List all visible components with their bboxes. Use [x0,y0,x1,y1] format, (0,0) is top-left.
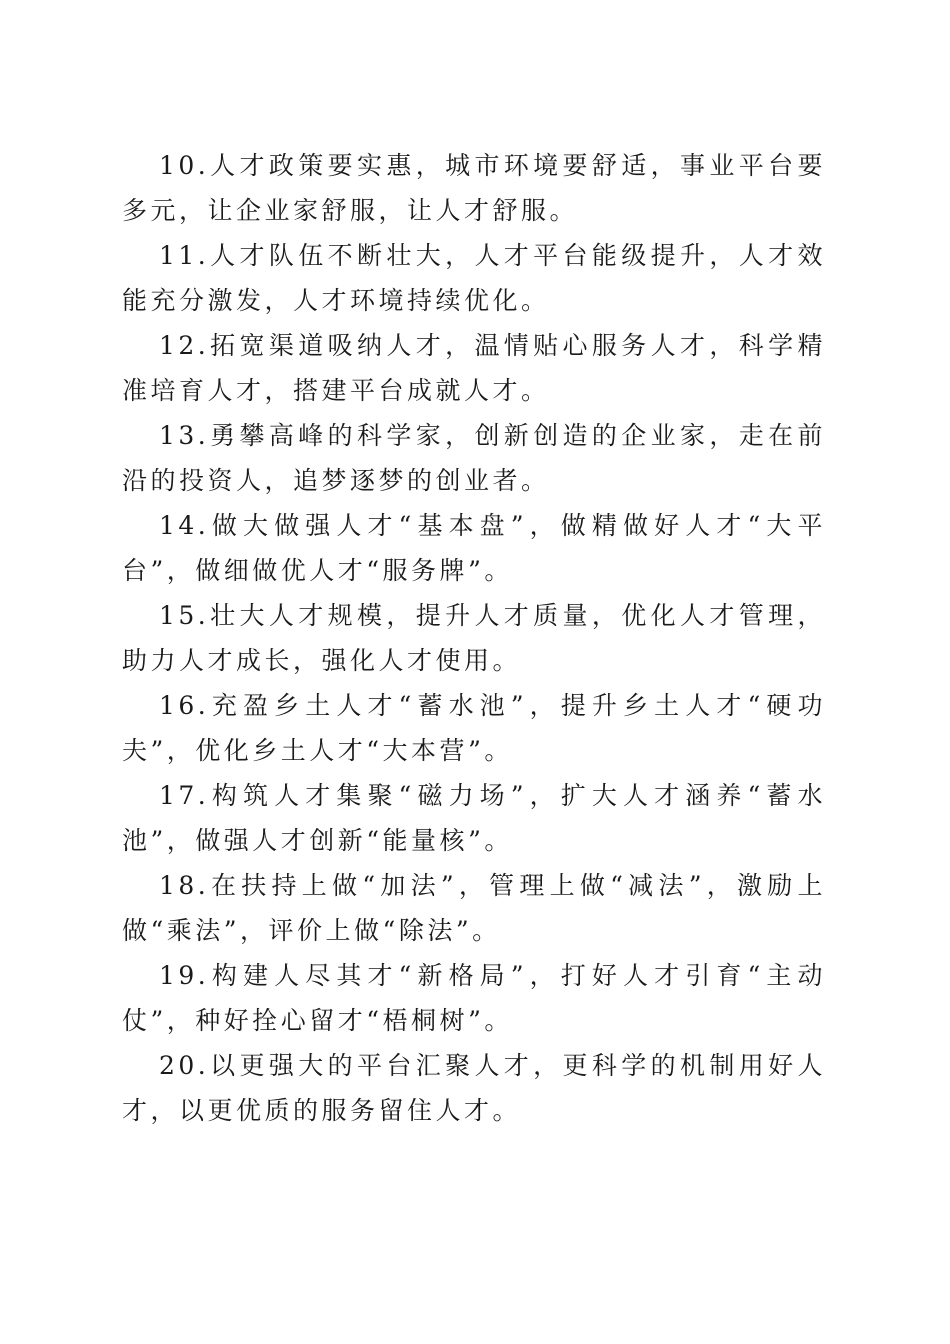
list-item: 17.构筑人才集聚“磁力场”，扩大人才涵养“蓄水池”，做强人才创新“能量核”。 [122,781,826,855]
list-item: 19.构建人尽其才“新格局”，打好人才引育“主动仗”，种好拴心留才“梧桐树”。 [122,961,826,1035]
list-item: 13.勇攀高峰的科学家，创新创造的企业家，走在前沿的投资人，追梦逐梦的创业者。 [122,421,826,495]
list-item: 18.在扶持上做“加法”，管理上做“减法”，激励上做“乘法”，评价上做“除法”。 [122,871,826,945]
list-item: 14.做大做强人才“基本盘”，做精做好人才“大平台”，做细做优人才“服务牌”。 [122,511,826,585]
list-item: 10.人才政策要实惠，城市环境要舒适，事业平台要多元，让企业家舒服，让人才舒服。 [122,151,826,225]
list-item: 11.人才队伍不断壮大，人才平台能级提升，人才效能充分激发，人才环境持续优化。 [122,241,826,315]
list-item: 15.壮大人才规模，提升人才质量，优化人才管理，助力人才成长，强化人才使用。 [122,601,826,675]
list-item: 20.以更强大的平台汇聚人才，更科学的机制用好人才，以更优质的服务留住人才。 [122,1051,826,1125]
list-item: 16.充盈乡土人才“蓄水池”，提升乡土人才“硬功夫”，优化乡土人才“大本营”。 [122,691,826,765]
document-body [122,143,826,1133]
list-item: 12.拓宽渠道吸纳人才，温情贴心服务人才，科学精准培育人才，搭建平台成就人才。 [122,331,826,405]
